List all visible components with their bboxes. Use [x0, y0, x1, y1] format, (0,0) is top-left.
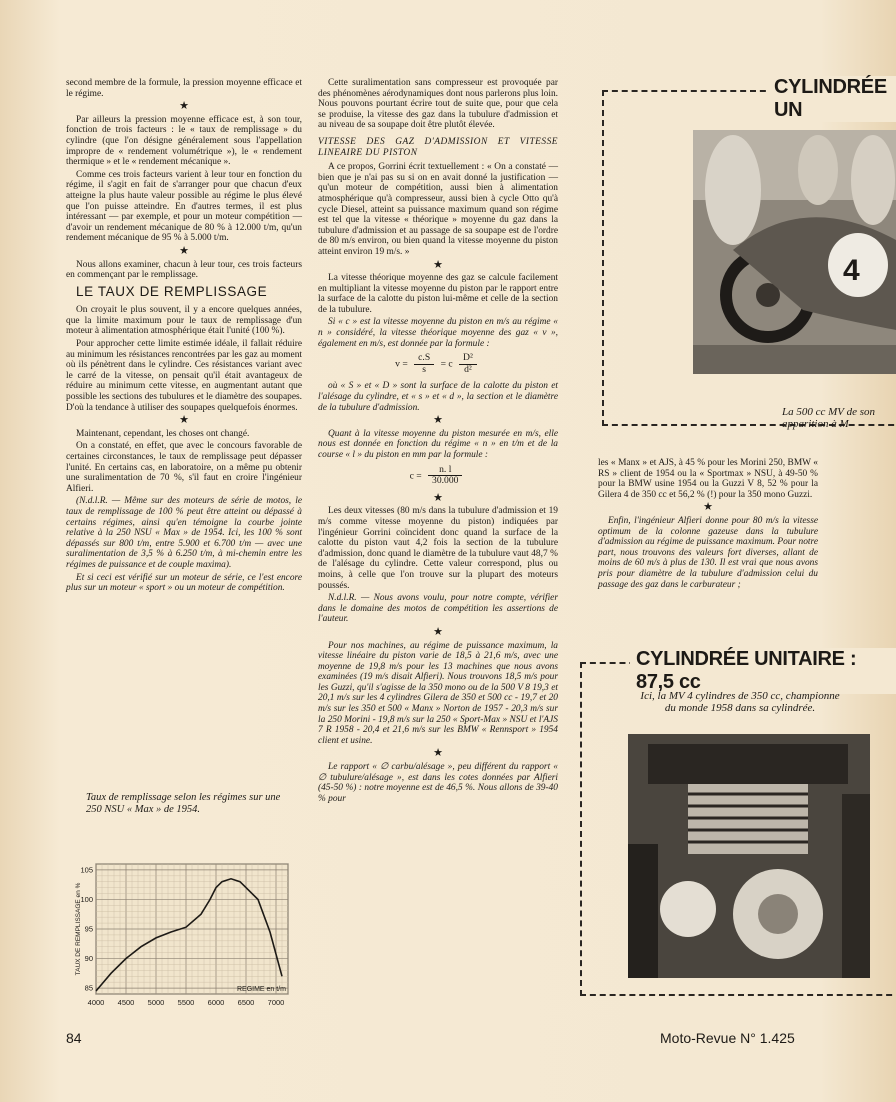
x-tick-label: 7000 — [267, 998, 285, 1007]
star-separator: ★ — [179, 100, 189, 113]
denominator: s — [422, 363, 427, 375]
motorcycle-image — [693, 130, 896, 374]
svg-text:4: 4 — [843, 254, 860, 287]
editor-note: N.d.l.R. — Nous avons voulu, pour notre compte, vérifier dans le domaine des motos de compétition les assertions de l'auteur. — [318, 593, 558, 625]
formula-term: c = — [409, 469, 422, 481]
star-separator: ★ — [433, 625, 443, 638]
paragraph: Pour nos machines, au régime de puissance maximum, la vitesse linéaire du piston varie de 18,5 à 21,6 m/s, avec une moyenne de 19,8 m/s pour les 13 machines que nous avons examinées (19 m/s disait Alfieri). Nous trouvons 18,5 m/s pour les Guzzi, qu'il s'agisse de la 350 mono ou de la 500 V 8 19,3 et 20,1 m/s sur les 4 cylindres Gilera de 350 et 500 cc - 19,7 et 20 m/s sur les 350 et 500 « Manx » Norton de 1957 - 20,3 m/s sur la 250 Morini - 19,8 m/s sur la 250 « Sport-Max » NSU et l'AJS 7 R 1958 - 20,4 et 21,6 m/s sur les BMW « Rennsport » 1954 client et usine. — [318, 640, 558, 746]
paragraph: Et si ceci est vérifié sur un moteur de série, ce l'est encore plus sur un moteur « sport » ou un moteur de compétition. — [66, 572, 302, 594]
engine-photo — [628, 734, 870, 978]
x-axis-label: REGIME en t/m — [236, 986, 286, 993]
x-tick-label: 6000 — [207, 998, 225, 1007]
star-separator: ★ — [433, 747, 443, 760]
fraction — [459, 353, 477, 375]
paragraph: les « Manx » et AJS, à 45 % pour les Morini 250, BMW « RS » client de 1954 ou la « Sportmax » NSU, à 49-50 % pour la BMW usine 1954 ou la Guzzi V 8, 52 % pour la Gilera 4 de 350 cc et 56,2 % (!) pour la 350 mono Guzzi. — [598, 458, 818, 500]
formula-gas-speed — [318, 353, 558, 375]
fraction — [428, 465, 462, 487]
paragraph: On a constaté, en effet, que avec le concours favorable de certaines circonstances, le taux de remplissage peut dépasser l'unité. En certains cas, en laboratoire, on a même pu obtenir une suralimentation de 70 %, s'il faut en croire l'ingénieur Alfieri. — [66, 441, 302, 494]
subheading: VITESSE DES GAZ D'ADMISSION ET VITESSE LINEAIRE DU PISTON — [318, 136, 558, 158]
paragraph: Nous allons examiner, chacun à leur tour, ces trois facteurs en commençant par le remplissage. — [66, 259, 302, 281]
x-tick-label: 6500 — [237, 998, 255, 1007]
y-tick-label: 85 — [84, 983, 93, 993]
y-tick-label: 100 — [80, 894, 93, 904]
paragraph: On croyait le plus souvent, il y a encore quelques années, que la limite maximum pour le taux de remplissage d'un moteur à alimentation atmosphérique était l'unité (100 %). — [66, 305, 302, 337]
paragraph: Cette suralimentation sans compresseur est provoquée par des phénomènes aérodynamiques dont nous parlerons plus loin. Nous pouvons pourtant écrire tout de suite que, pour que cela se produise, la vitesse des gaz dans la tubulure d'admission et au niveau de sa soupape doit être plutôt élevée. — [318, 78, 558, 131]
star-separator: ★ — [179, 414, 189, 427]
fill-rate-chart — [74, 856, 294, 1016]
page-number: 84 — [66, 1030, 82, 1046]
star-separator: ★ — [703, 501, 713, 514]
paragraph: second membre de la formule, la pression moyenne efficace et le régime. — [66, 78, 302, 99]
photo-caption: Ici, la MV 4 cylindres de 350 cc, championne du monde 1958 dans sa cylindrée. — [640, 690, 840, 714]
magazine-issue: Moto-Revue N° 1.425 — [660, 1030, 795, 1046]
fraction — [414, 353, 434, 375]
chart-title: Taux de remplissage selon les régimes sur une 250 NSU « Max » de 1954. — [86, 792, 281, 815]
section-heading: LE TAUX DE REMPLISSAGE — [76, 283, 268, 299]
denominator: d² — [464, 363, 472, 375]
engine-image — [628, 734, 870, 978]
paragraph: La vitesse théorique moyenne des gaz se calcule facilement en multipliant la vitesse moyenne du piston par le rapport entre la surface de la calotte du piston lui-même et celle de la section de la tubulure. — [318, 273, 558, 315]
formula-piston-speed — [318, 465, 558, 487]
paragraph: Le rapport « ∅ carbu/alésage », peu différent du rapport « ∅ tubulure/alésage », est dans les cotes données par Alfieri (45-50 %) : notre moyenne est de 46,5 %. Nous allons de 39-40 % pour — [318, 762, 558, 804]
box-title: CYLINDRÉE UNITAIRE : 87,5 cc — [630, 648, 896, 694]
star-separator: ★ — [433, 414, 443, 427]
y-axis-label: TAUX DE REMPLISSAGE en % — [75, 882, 82, 976]
paragraph: Enfin, l'ingénieur Alfieri donne pour 80 m/s la vitesse optimum de la colonne gazeuse dans la tubulure d'admission au régime de puissance maximum. Pour notre part, nous trouvons des valeurs fort diverses, allant de moins de 60 m/s à plus de 130. Il est vrai que nous avons pris pour diamètre de la tubulure d'admission celui du passage des gaz dans le carburateur ; — [598, 515, 818, 590]
star-separator: ★ — [433, 491, 443, 504]
star-separator: ★ — [179, 244, 189, 257]
column-2 — [318, 78, 558, 806]
y-tick-label: 90 — [84, 954, 93, 964]
numerator: D² — [459, 353, 477, 365]
photo-caption: La 500 cc MV de son apparition à M — [782, 406, 875, 430]
x-tick-label: 5000 — [147, 998, 165, 1007]
denominator: 30.000 — [432, 475, 459, 487]
paragraph: Quant à la vitesse moyenne du piston mesurée en m/s, elle nous est donnée en fonction du régime « n » en t/m et de la course « l » du piston en mm par la formule : — [318, 428, 558, 460]
formula-term: v = — [395, 358, 408, 370]
paragraph: Si « c » est la vitesse moyenne du piston en m/s au régime « n » considéré, la vitesse théorique moyenne des gaz « v », également en m/s, est donnée par la formule : — [318, 317, 558, 349]
x-tick-label: 4000 — [87, 998, 105, 1007]
paragraph: Comme ces trois facteurs varient à leur tour en fonction du régime, il s'agit en fait de s'arranger pour que chacun d'eux atteigne la plus haute valeur possible au régime le plus élevé que l'on puisse atteindre. En d'autres termes, il est plus intéressant — par exemple, et pour un moteur compétition — d'avoir un rendement mécanique de 80 % à 12.000 t/m, qu'un rendement mécanique de 95 % à 5.000 t/m. — [66, 169, 302, 244]
paragraph: A ce propos, Gorrini écrit textuellement : « On a constaté — bien que je n'ai pas su si on en avait donné la justification — qu'un moteur de compétition, aussi bien à alimentation atmosphérique qu'à compresseur, aussi bien à cycle Otto qu'à cycle Diesel, atteint sa puissance maximum quand son régime est tel que la vitesse « théorique » moyenne du gaz dans la tubulure d'admission et au passage de sa soupape est de l'ordre de 80 m/s environ, ou bien quand la vitesse moyenne du piston atteint environ 19 m/s. » — [318, 162, 558, 257]
paragraph: Maintenant, cependant, les choses ont changé. — [76, 428, 250, 439]
formula-term: = c — [440, 358, 453, 370]
y-tick-label: 105 — [80, 865, 93, 875]
x-tick-label: 5500 — [177, 998, 195, 1007]
numerator: n. l — [428, 465, 462, 477]
box-title: CYLINDRÉE UN — [768, 76, 896, 122]
motorcycle-photo — [693, 130, 896, 374]
paragraph: Les deux vitesses (80 m/s dans la tubulure d'admission et 19 m/s comme vitesse moyenne du piston) indiquées par l'ingénieur Gorrini coïncident donc quand la surface de la calotte du piston vaut 4,2 fois la section de la tubulure d'admission, donc quand le diamètre de la tubulure vaut 48,7 % de l'alésage du cylindre. Cette valeur correspond, plus ou moins, à celle que l'on trouve sur la plupart des moteurs poussés. — [318, 506, 558, 591]
numerator: c.S — [414, 353, 434, 365]
column-3 — [598, 458, 818, 592]
column-1 — [66, 78, 302, 596]
paragraph: où « S » et « D » sont la surface de la calotte du piston et l'alésage du cylindre, et « s » et « d », la section et le diamètre de la tubulure d'admission. — [318, 381, 558, 413]
paragraph: Pour approcher cette limite estimée idéale, il fallait réduire au minimum les résistances rencontrées par les gaz au moment où ils pénètrent dans le cylindre. Ces résistances variant avec le carré de la vitesse, on pensait qu'il était avantageux de réduire au minimum cette vitesse, en augmentant autant que possible les sections des tubulures et le diamètre des soupapes. D'où la tendance à utiliser des soupapes quelquefois énormes. — [66, 339, 302, 413]
y-tick-label: 95 — [84, 924, 93, 934]
x-tick-label: 4500 — [117, 998, 135, 1007]
paragraph: Par ailleurs la pression moyenne efficace est, à son tour, fonction de trois facteurs : le « taux de remplissage » du cylindre (que l'on désigne généralement sous l'appellation impropre de « rendement volumétrique »), le « rendement thermique » et le « rendement mécanique ». — [66, 114, 302, 168]
star-separator: ★ — [433, 258, 443, 271]
editor-note: (N.d.l.R. — Même sur des moteurs de série de motos, le taux de remplissage de 100 % peut être atteint ou dépassé à certains régimes, ainsi qu'en témoigne la courbe jointe relative à la 250 NSU « Max » de 1954. Ici, les 100 % sont dépassés sur 800 t/m, entre 5.900 et 6.700 t/m — avec une suralimentation de 3,5 % à 6.250 t/m, à mi-chemin entre les régimes de puissance et de couple maxima). — [66, 496, 302, 570]
